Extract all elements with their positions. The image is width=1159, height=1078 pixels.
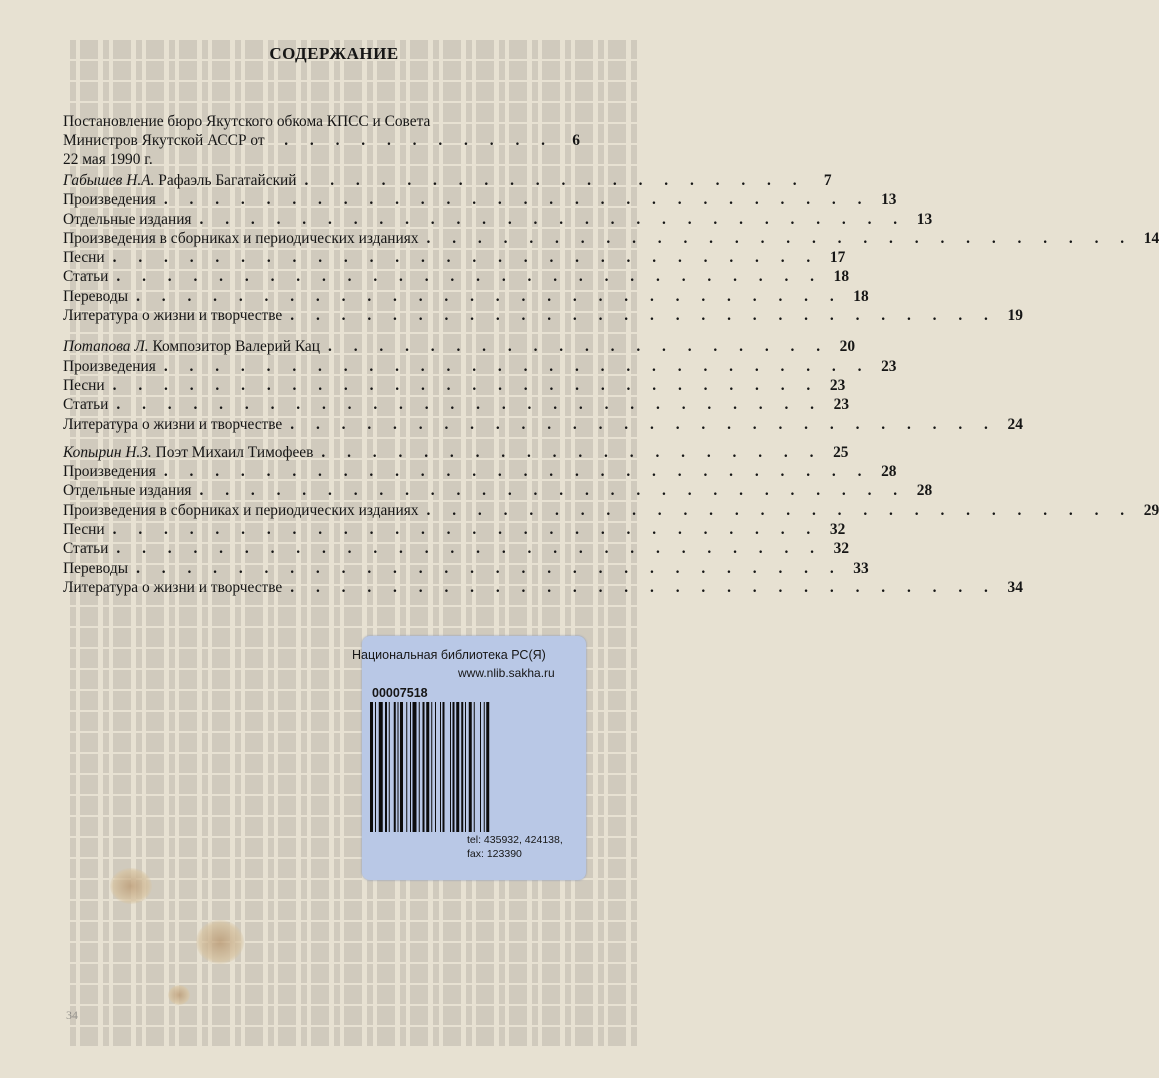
dot-leader: . . . . . . . . . . . . . . . . . . . . [304,172,806,189]
barcode-bar [450,702,451,832]
barcode-bar [410,702,411,832]
toc-entry-label: Статьи [63,268,109,286]
toc-entry-label: Произведения [63,191,156,209]
toc-heading-title: Рафаэль Багатайский [158,172,297,189]
library-website: www.nlib.sakha.ru [458,666,555,680]
dot-leader: . . . . . . . . . . . . . . . . . . . . [328,338,830,356]
toc-page-number: 13 [916,210,933,228]
library-barcode-sticker [352,636,586,880]
toc-entry[interactable] [63,539,850,558]
bleed-line [70,943,640,962]
toc-page-number: 34 [1007,578,1023,596]
toc-heading-title: Поэт Михаил Тимофеев [155,443,314,461]
toc-entry-label: Произведения в сборниках и периодических изданиях [63,229,419,247]
toc-entry[interactable] [63,559,869,578]
toc-page-number: 18 [833,268,850,286]
barcode-bar [486,702,489,832]
toc-page-number: 24 [1007,415,1023,433]
toc-page-number: 23 [833,396,850,414]
dot-leader: . . . . . . . . . . . . . . . . . . . . [321,443,823,461]
dot-leader: . . . . . . . . . . . . . . . . . . . . . . . . . . . . [163,357,871,375]
barcode-bar [431,702,432,832]
toc-entry-label: Литература о жизни и творчестве [63,307,283,325]
barcode-bar [440,702,441,832]
barcode-bar [389,702,390,832]
barcode-bar [398,702,399,832]
toc-section [63,443,1159,597]
toc-entry-label: Статьи [63,540,109,558]
toc-page-number: 29 [1143,501,1159,519]
toc-page-number: 32 [829,521,846,539]
barcode-bar [465,702,466,832]
toc-entry[interactable] [63,306,1023,325]
toc-section [63,337,1023,433]
bleed-line [70,922,640,941]
dot-leader: . . . . . . . . . . . . . . . . . . . . . . . . . . . . [163,463,871,481]
toc-entry[interactable] [63,578,1023,597]
toc-section-heading[interactable] [63,443,849,462]
toc-entry-label: Произведения в сборниках и периодических изданиях [63,501,419,519]
toc-entry-label: Литература о жизни и творчестве [63,578,283,596]
toc-entry[interactable] [63,210,933,229]
toc-entry[interactable] [63,229,1159,248]
toc-intro-line1: Постановление бюро Якутского обкома КПСС и Совета [63,113,431,130]
stain [196,920,244,964]
barcode-bar [435,702,436,832]
toc-page-number: 14 [1143,229,1159,247]
toc-entry-label: Переводы [63,287,129,305]
bleed-line [70,964,640,983]
toc-page-number: 6 [572,132,580,149]
toc-page-number: 28 [881,463,897,481]
barcode-bar [480,702,481,832]
toc-entry[interactable] [63,481,933,500]
barcode-bar [469,702,472,832]
dot-leader: . . . . . . . . . . . . . . . . . . . . . . . . . . . . [112,376,820,394]
barcode-bar [453,702,455,832]
toc-entry-label: Песни [63,521,105,539]
toc-page-number: 13 [881,191,897,209]
barcode-number: 00007518 [372,686,428,700]
dot-leader: . . . . . . . . . . . . . . . . . . . . . . . . . . . . [112,249,820,267]
toc-entry-label: Статьи [63,396,109,414]
toc-entry[interactable] [63,267,850,286]
toc-entry[interactable] [63,415,1023,434]
toc-page-number: 23 [881,357,897,375]
barcode-bar [461,702,463,832]
dot-leader: . . . . . . . . . . . . . . . . . . . . . . . . . . . . [163,191,871,209]
toc-entry[interactable] [63,501,1159,520]
toc-entry-label: Произведения [63,357,156,375]
toc-entry[interactable] [63,376,846,395]
toc-page-number: 25 [833,443,849,461]
toc-intro-line2: Министров Якутской АССР от 22 мая 1990 г. [63,132,265,168]
stain [110,868,152,904]
toc-page-number: 28 [916,482,933,500]
barcode-bar [370,702,373,832]
stain [168,985,190,1005]
library-contacts [467,833,563,861]
bleed-line [70,1027,640,1046]
bleed-line [70,880,640,899]
bleed-line [70,82,640,101]
dot-leader: . . . . . . . . . . . . . . . . . . . . . . . . . . . . [116,268,824,286]
toc-entry[interactable] [63,190,897,209]
toc-entry-label: Песни [63,376,105,394]
toc-entry-label: Переводы [63,559,129,577]
toc-page-number: 33 [853,559,869,577]
barcode-icon [370,702,574,832]
toc-entry-label: Литература о жизни и творчестве [63,415,283,433]
bleed-line [70,607,640,626]
dot-leader: . . . . . . . . . . . . . . . . . . . . . . . . . . . . [136,287,843,305]
toc-author: Габышев Н.А. [63,172,155,189]
toc-page-number: 19 [1007,307,1023,325]
toc-entry[interactable] [63,520,846,539]
toc-entry-label: Произведения [63,463,156,481]
dot-leader: . . . . . . . . . . . [284,132,554,149]
toc-page-number: 17 [829,249,846,267]
barcode-bar [406,702,407,832]
toc-section-heading[interactable] [63,337,856,356]
dot-leader: . . . . . . . . . . . . . . . . . . . . . . . . . . . . [290,307,997,325]
toc-entry[interactable] [63,287,869,306]
toc-section-heading[interactable] [63,171,832,190]
toc-entry[interactable] [63,395,850,414]
toc-page-number: 20 [839,338,856,356]
barcode-bar [419,702,420,832]
barcode-bar [394,702,396,832]
dot-leader: . . . . . . . . . . . . . . . . . . . . . . . . . . . . [136,559,843,577]
toc-page-number: 32 [833,540,850,558]
dot-leader: . . . . . . . . . . . . . . . . . . . . . . . . . . . . [426,501,1134,519]
toc-entry-label: Отдельные издания [63,482,192,500]
library-name: Национальная библиотека РС(Я) [352,648,546,662]
bleed-line [70,1006,640,1025]
bleed-line [70,985,640,1004]
toc-entry[interactable] [63,357,897,376]
dot-leader: . . . . . . . . . . . . . . . . . . . . . . . . . . . . [290,415,997,433]
bleed-line [70,901,640,920]
barcode-bar [400,702,403,832]
dot-leader: . . . . . . . . . . . . . . . . . . . . . . . . . . . . [116,396,824,414]
library-phone: tel: 435932, 424138, [467,834,563,846]
toc-entry-label: Песни [63,249,105,267]
barcode-bar [375,702,376,832]
barcode-bar [379,702,383,832]
barcode-bar [484,702,485,832]
toc-page-number: 23 [829,376,846,394]
barcode-bar [474,702,475,832]
toc-entry[interactable] [63,248,846,267]
toc-author: Копырин Н.З. [63,443,152,461]
dot-leader: . . . . . . . . . . . . . . . . . . . . . . . . . . . . [199,210,907,228]
toc-intro-entry[interactable] [63,112,580,168]
dot-leader: . . . . . . . . . . . . . . . . . . . . . . . . . . . . [116,540,824,558]
barcode-bar [443,702,445,832]
toc-page-number: 18 [853,287,869,305]
barcode-bar [413,702,417,832]
barcode-bar [423,702,425,832]
table-of-contents [63,112,1159,597]
dot-leader: . . . . . . . . . . . . . . . . . . . . . . . . . . . . [199,482,907,500]
toc-entry[interactable] [63,462,897,481]
dot-leader: . . . . . . . . . . . . . . . . . . . . . . . . . . . . [112,521,820,539]
dot-leader: . . . . . . . . . . . . . . . . . . . . . . . . . . . . [290,578,997,596]
toc-heading-title: Композитор Валерий Кац [152,338,320,356]
toc-page-number: 7 [823,172,832,189]
toc-entry-label: Отдельные издания [63,210,192,228]
library-fax: fax: 123390 [467,848,522,860]
toc-section [63,171,1159,325]
barcode-bar [426,702,429,832]
barcode-bar [456,702,459,832]
toc-author: Потапова Л. [63,338,149,356]
barcode-bar [385,702,387,832]
contents-title: СОДЕРЖАНИЕ [269,44,399,63]
dot-leader: . . . . . . . . . . . . . . . . . . . . . . . . . . . . [426,229,1134,247]
page-number: 34 [66,1008,78,1022]
